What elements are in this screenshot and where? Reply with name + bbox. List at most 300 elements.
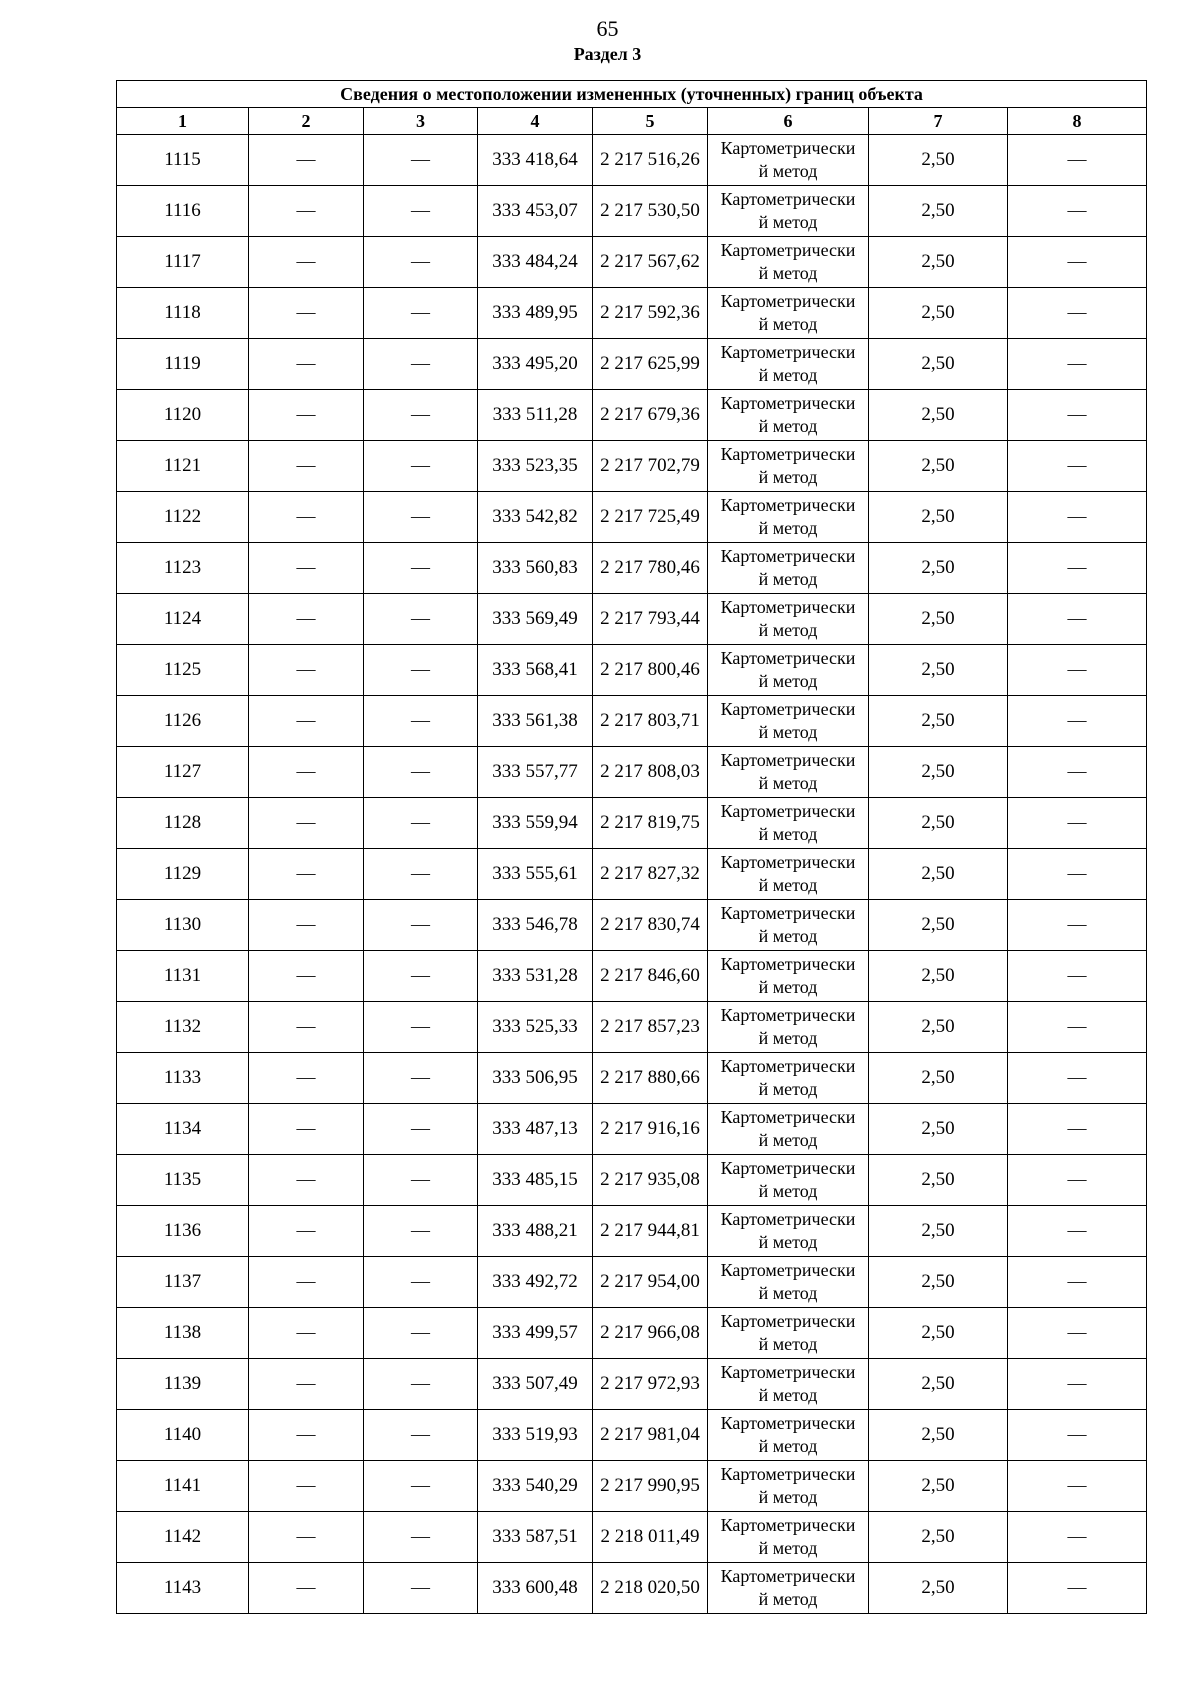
column-3-cell: — <box>364 747 478 798</box>
x-coordinate-cell: 333 540,29 <box>478 1461 593 1512</box>
method-line-2: й метод <box>758 569 818 589</box>
method-line-1: Картометрически <box>720 189 856 209</box>
method-line-2: й метод <box>758 416 818 436</box>
y-coordinate-cell: 2 217 702,79 <box>593 441 708 492</box>
method-line-1: Картометрически <box>720 1413 856 1433</box>
table-row <box>117 1410 1147 1461</box>
column-3-cell: — <box>364 1104 478 1155</box>
method-cell <box>708 135 869 186</box>
column-2-cell: — <box>249 747 364 798</box>
method-line-2: й метод <box>758 1487 818 1507</box>
column-3-cell: — <box>364 1206 478 1257</box>
method-line-1: Картометрически <box>720 954 856 974</box>
column-3-cell: — <box>364 135 478 186</box>
point-number-cell: 1127 <box>117 747 249 798</box>
table-row <box>117 441 1147 492</box>
accuracy-cell: 2,50 <box>869 492 1008 543</box>
column-8-cell: — <box>1008 1002 1147 1053</box>
method-cell <box>708 390 869 441</box>
x-coordinate-cell: 333 560,83 <box>478 543 593 594</box>
accuracy-cell: 2,50 <box>869 186 1008 237</box>
x-coordinate-cell: 333 557,77 <box>478 747 593 798</box>
column-3-cell: — <box>364 543 478 594</box>
column-2-cell: — <box>249 237 364 288</box>
column-2-cell: — <box>249 594 364 645</box>
y-coordinate-cell: 2 218 020,50 <box>593 1563 708 1614</box>
method-cell <box>708 1206 869 1257</box>
point-number-cell: 1132 <box>117 1002 249 1053</box>
method-cell <box>708 900 869 951</box>
y-coordinate-cell: 2 217 954,00 <box>593 1257 708 1308</box>
column-8-cell: — <box>1008 288 1147 339</box>
column-2-cell: — <box>249 900 364 951</box>
table-row <box>117 186 1147 237</box>
point-number-cell: 1131 <box>117 951 249 1002</box>
accuracy-cell: 2,50 <box>869 1053 1008 1104</box>
column-2-cell: — <box>249 186 364 237</box>
column-2-cell: — <box>249 1257 364 1308</box>
point-number-cell: 1123 <box>117 543 249 594</box>
column-number-2: 2 <box>249 108 364 135</box>
method-line-2: й метод <box>758 773 818 793</box>
point-number-cell: 1129 <box>117 849 249 900</box>
table-row <box>117 135 1147 186</box>
method-cell <box>708 339 869 390</box>
table-row <box>117 1512 1147 1563</box>
table-row <box>117 492 1147 543</box>
method-line-1: Картометрически <box>720 852 856 872</box>
method-cell <box>708 1461 869 1512</box>
column-2-cell: — <box>249 543 364 594</box>
column-3-cell: — <box>364 237 478 288</box>
table-row <box>117 237 1147 288</box>
method-line-1: Картометрически <box>720 342 856 362</box>
column-number-8: 8 <box>1008 108 1147 135</box>
x-coordinate-cell: 333 485,15 <box>478 1155 593 1206</box>
method-line-2: й метод <box>758 671 818 691</box>
method-line-2: й метод <box>758 1334 818 1354</box>
method-line-2: й метод <box>758 1436 818 1456</box>
table-row <box>117 1563 1147 1614</box>
column-8-cell: — <box>1008 1359 1147 1410</box>
column-2-cell: — <box>249 1563 364 1614</box>
column-2-cell: — <box>249 1308 364 1359</box>
column-8-cell: — <box>1008 1155 1147 1206</box>
x-coordinate-cell: 333 492,72 <box>478 1257 593 1308</box>
column-2-cell: — <box>249 1206 364 1257</box>
table-row <box>117 696 1147 747</box>
column-number-5: 5 <box>593 108 708 135</box>
method-cell <box>708 441 869 492</box>
accuracy-cell: 2,50 <box>869 1359 1008 1410</box>
method-line-2: й метод <box>758 212 818 232</box>
column-2-cell: — <box>249 951 364 1002</box>
column-2-cell: — <box>249 696 364 747</box>
y-coordinate-cell: 2 217 780,46 <box>593 543 708 594</box>
method-line-1: Картометрически <box>720 801 856 821</box>
point-number-cell: 1137 <box>117 1257 249 1308</box>
y-coordinate-cell: 2 217 966,08 <box>593 1308 708 1359</box>
column-3-cell: — <box>364 1410 478 1461</box>
table-row <box>117 1308 1147 1359</box>
x-coordinate-cell: 333 542,82 <box>478 492 593 543</box>
column-8-cell: — <box>1008 1512 1147 1563</box>
point-number-cell: 1124 <box>117 594 249 645</box>
column-3-cell: — <box>364 849 478 900</box>
accuracy-cell: 2,50 <box>869 1104 1008 1155</box>
method-line-2: й метод <box>758 365 818 385</box>
method-line-2: й метод <box>758 1028 818 1048</box>
method-line-2: й метод <box>758 1283 818 1303</box>
column-3-cell: — <box>364 1053 478 1104</box>
column-8-cell: — <box>1008 441 1147 492</box>
column-8-cell: — <box>1008 1053 1147 1104</box>
point-number-cell: 1121 <box>117 441 249 492</box>
accuracy-cell: 2,50 <box>869 1155 1008 1206</box>
method-line-2: й метод <box>758 263 818 283</box>
point-number-cell: 1125 <box>117 645 249 696</box>
point-number-cell: 1142 <box>117 1512 249 1563</box>
column-2-cell: — <box>249 1104 364 1155</box>
accuracy-cell: 2,50 <box>869 135 1008 186</box>
method-cell <box>708 1563 869 1614</box>
method-line-1: Картометрически <box>720 495 856 515</box>
point-number-cell: 1135 <box>117 1155 249 1206</box>
x-coordinate-cell: 333 531,28 <box>478 951 593 1002</box>
column-2-cell: — <box>249 135 364 186</box>
method-line-1: Картометрически <box>720 1209 856 1229</box>
method-cell <box>708 1104 869 1155</box>
method-cell <box>708 1308 869 1359</box>
column-3-cell: — <box>364 390 478 441</box>
column-8-cell: — <box>1008 696 1147 747</box>
method-line-1: Картометрически <box>720 1260 856 1280</box>
accuracy-cell: 2,50 <box>869 543 1008 594</box>
accuracy-cell: 2,50 <box>869 1257 1008 1308</box>
y-coordinate-cell: 2 217 981,04 <box>593 1410 708 1461</box>
column-8-cell: — <box>1008 1461 1147 1512</box>
x-coordinate-cell: 333 546,78 <box>478 900 593 951</box>
column-3-cell: — <box>364 186 478 237</box>
accuracy-cell: 2,50 <box>869 594 1008 645</box>
accuracy-cell: 2,50 <box>869 1410 1008 1461</box>
y-coordinate-cell: 2 217 880,66 <box>593 1053 708 1104</box>
column-8-cell: — <box>1008 237 1147 288</box>
method-line-2: й метод <box>758 1385 818 1405</box>
column-8-cell: — <box>1008 186 1147 237</box>
column-3-cell: — <box>364 900 478 951</box>
method-line-2: й метод <box>758 722 818 742</box>
y-coordinate-cell: 2 217 800,46 <box>593 645 708 696</box>
point-number-cell: 1115 <box>117 135 249 186</box>
y-coordinate-cell: 2 217 679,36 <box>593 390 708 441</box>
column-8-cell: — <box>1008 798 1147 849</box>
table-row <box>117 390 1147 441</box>
method-line-1: Картометрически <box>720 648 856 668</box>
point-number-cell: 1140 <box>117 1410 249 1461</box>
table-row <box>117 1257 1147 1308</box>
x-coordinate-cell: 333 511,28 <box>478 390 593 441</box>
boundary-coordinates-table <box>116 80 1147 1614</box>
column-8-cell: — <box>1008 543 1147 594</box>
x-coordinate-cell: 333 525,33 <box>478 1002 593 1053</box>
method-line-1: Картометрически <box>720 240 856 260</box>
column-3-cell: — <box>364 594 478 645</box>
x-coordinate-cell: 333 561,38 <box>478 696 593 747</box>
accuracy-cell: 2,50 <box>869 1206 1008 1257</box>
point-number-cell: 1133 <box>117 1053 249 1104</box>
column-8-cell: — <box>1008 849 1147 900</box>
table-row <box>117 1206 1147 1257</box>
method-line-2: й метод <box>758 620 818 640</box>
method-line-1: Картометрически <box>720 1515 856 1535</box>
column-2-cell: — <box>249 288 364 339</box>
column-3-cell: — <box>364 1512 478 1563</box>
x-coordinate-cell: 333 507,49 <box>478 1359 593 1410</box>
method-cell <box>708 645 869 696</box>
accuracy-cell: 2,50 <box>869 339 1008 390</box>
y-coordinate-cell: 2 217 530,50 <box>593 186 708 237</box>
method-line-2: й метод <box>758 875 818 895</box>
column-2-cell: — <box>249 1053 364 1104</box>
method-line-1: Картометрически <box>720 393 856 413</box>
column-3-cell: — <box>364 1257 478 1308</box>
point-number-cell: 1134 <box>117 1104 249 1155</box>
column-8-cell: — <box>1008 747 1147 798</box>
column-8-cell: — <box>1008 390 1147 441</box>
column-3-cell: — <box>364 288 478 339</box>
x-coordinate-cell: 333 499,57 <box>478 1308 593 1359</box>
x-coordinate-cell: 333 555,61 <box>478 849 593 900</box>
x-coordinate-cell: 333 484,24 <box>478 237 593 288</box>
table-row <box>117 747 1147 798</box>
column-3-cell: — <box>364 951 478 1002</box>
y-coordinate-cell: 2 217 830,74 <box>593 900 708 951</box>
y-coordinate-cell: 2 217 725,49 <box>593 492 708 543</box>
point-number-cell: 1126 <box>117 696 249 747</box>
page-number: 65 <box>596 16 619 41</box>
method-line-1: Картометрически <box>720 1056 856 1076</box>
method-line-2: й метод <box>758 1181 818 1201</box>
method-cell <box>708 696 869 747</box>
method-cell <box>708 1257 869 1308</box>
column-3-cell: — <box>364 696 478 747</box>
accuracy-cell: 2,50 <box>869 747 1008 798</box>
y-coordinate-cell: 2 217 803,71 <box>593 696 708 747</box>
x-coordinate-cell: 333 587,51 <box>478 1512 593 1563</box>
column-2-cell: — <box>249 849 364 900</box>
x-coordinate-cell: 333 418,64 <box>478 135 593 186</box>
column-8-cell: — <box>1008 135 1147 186</box>
point-number-cell: 1117 <box>117 237 249 288</box>
method-line-2: й метод <box>758 314 818 334</box>
column-8-cell: — <box>1008 1563 1147 1614</box>
column-2-cell: — <box>249 339 364 390</box>
method-cell <box>708 237 869 288</box>
column-2-cell: — <box>249 441 364 492</box>
method-line-2: й метод <box>758 467 818 487</box>
method-line-2: й метод <box>758 518 818 538</box>
accuracy-cell: 2,50 <box>869 1308 1008 1359</box>
x-coordinate-cell: 333 523,35 <box>478 441 593 492</box>
method-line-1: Картометрически <box>720 750 856 770</box>
x-coordinate-cell: 333 489,95 <box>478 288 593 339</box>
column-8-cell: — <box>1008 339 1147 390</box>
y-coordinate-cell: 2 217 808,03 <box>593 747 708 798</box>
y-coordinate-cell: 2 217 819,75 <box>593 798 708 849</box>
method-line-2: й метод <box>758 1130 818 1150</box>
column-2-cell: — <box>249 1359 364 1410</box>
method-line-2: й метод <box>758 1232 818 1252</box>
column-8-cell: — <box>1008 951 1147 1002</box>
method-line-1: Картометрически <box>720 1464 856 1484</box>
table-row <box>117 900 1147 951</box>
y-coordinate-cell: 2 217 592,36 <box>593 288 708 339</box>
table-row <box>117 1053 1147 1104</box>
accuracy-cell: 2,50 <box>869 798 1008 849</box>
column-8-cell: — <box>1008 1410 1147 1461</box>
column-2-cell: — <box>249 1410 364 1461</box>
method-cell <box>708 186 869 237</box>
table-row <box>117 339 1147 390</box>
accuracy-cell: 2,50 <box>869 390 1008 441</box>
y-coordinate-cell: 2 217 857,23 <box>593 1002 708 1053</box>
column-number-1: 1 <box>117 108 249 135</box>
table-row <box>117 1155 1147 1206</box>
column-number-4: 4 <box>478 108 593 135</box>
method-cell <box>708 1512 869 1563</box>
table-row <box>117 1461 1147 1512</box>
method-cell <box>708 798 869 849</box>
point-number-cell: 1139 <box>117 1359 249 1410</box>
x-coordinate-cell: 333 519,93 <box>478 1410 593 1461</box>
column-2-cell: — <box>249 1512 364 1563</box>
method-cell <box>708 543 869 594</box>
table-row <box>117 798 1147 849</box>
method-line-2: й метод <box>758 926 818 946</box>
column-8-cell: — <box>1008 1308 1147 1359</box>
y-coordinate-cell: 2 217 846,60 <box>593 951 708 1002</box>
column-3-cell: — <box>364 339 478 390</box>
x-coordinate-cell: 333 559,94 <box>478 798 593 849</box>
accuracy-cell: 2,50 <box>869 237 1008 288</box>
method-line-2: й метод <box>758 977 818 997</box>
x-coordinate-cell: 333 495,20 <box>478 339 593 390</box>
x-coordinate-cell: 333 569,49 <box>478 594 593 645</box>
accuracy-cell: 2,50 <box>869 645 1008 696</box>
method-line-1: Картометрически <box>720 699 856 719</box>
method-line-1: Картометрически <box>720 1005 856 1025</box>
accuracy-cell: 2,50 <box>869 1002 1008 1053</box>
table-row <box>117 951 1147 1002</box>
point-number-cell: 1122 <box>117 492 249 543</box>
method-line-2: й метод <box>758 1538 818 1558</box>
column-3-cell: — <box>364 1359 478 1410</box>
accuracy-cell: 2,50 <box>869 288 1008 339</box>
method-line-2: й метод <box>758 1589 818 1609</box>
accuracy-cell: 2,50 <box>869 441 1008 492</box>
method-line-1: Картометрически <box>720 291 856 311</box>
column-8-cell: — <box>1008 1257 1147 1308</box>
column-8-cell: — <box>1008 1104 1147 1155</box>
point-number-cell: 1143 <box>117 1563 249 1614</box>
column-number-6: 6 <box>708 108 869 135</box>
accuracy-cell: 2,50 <box>869 900 1008 951</box>
table-title: Сведения о местоположении измененных (уточненных) границ объекта <box>117 81 1147 108</box>
method-line-1: Картометрически <box>720 1362 856 1382</box>
column-number-7: 7 <box>869 108 1008 135</box>
method-line-1: Картометрически <box>720 1566 856 1586</box>
x-coordinate-cell: 333 600,48 <box>478 1563 593 1614</box>
method-cell <box>708 1359 869 1410</box>
method-cell <box>708 1053 869 1104</box>
point-number-cell: 1128 <box>117 798 249 849</box>
method-line-2: й метод <box>758 824 818 844</box>
y-coordinate-cell: 2 217 944,81 <box>593 1206 708 1257</box>
accuracy-cell: 2,50 <box>869 696 1008 747</box>
x-coordinate-cell: 333 487,13 <box>478 1104 593 1155</box>
column-2-cell: — <box>249 798 364 849</box>
method-cell <box>708 492 869 543</box>
y-coordinate-cell: 2 217 625,99 <box>593 339 708 390</box>
y-coordinate-cell: 2 217 916,16 <box>593 1104 708 1155</box>
method-line-1: Картометрически <box>720 444 856 464</box>
table-row <box>117 645 1147 696</box>
method-cell <box>708 1410 869 1461</box>
table-row <box>117 1002 1147 1053</box>
method-cell <box>708 1002 869 1053</box>
column-8-cell: — <box>1008 900 1147 951</box>
point-number-cell: 1141 <box>117 1461 249 1512</box>
column-3-cell: — <box>364 645 478 696</box>
y-coordinate-cell: 2 217 990,95 <box>593 1461 708 1512</box>
x-coordinate-cell: 333 568,41 <box>478 645 593 696</box>
table-body <box>117 135 1147 1614</box>
method-cell <box>708 951 869 1002</box>
column-2-cell: — <box>249 645 364 696</box>
column-2-cell: — <box>249 1002 364 1053</box>
method-line-1: Картометрически <box>720 138 856 158</box>
column-3-cell: — <box>364 1308 478 1359</box>
method-line-1: Картометрически <box>720 1311 856 1331</box>
point-number-cell: 1136 <box>117 1206 249 1257</box>
method-cell <box>708 594 869 645</box>
column-8-cell: — <box>1008 492 1147 543</box>
table-row <box>117 1104 1147 1155</box>
accuracy-cell: 2,50 <box>869 849 1008 900</box>
y-coordinate-cell: 2 217 972,93 <box>593 1359 708 1410</box>
method-line-1: Картометрически <box>720 903 856 923</box>
y-coordinate-cell: 2 217 935,08 <box>593 1155 708 1206</box>
section-title: Раздел 3 <box>573 44 642 64</box>
method-line-1: Картометрически <box>720 1158 856 1178</box>
method-line-1: Картометрически <box>720 1107 856 1127</box>
accuracy-cell: 2,50 <box>869 951 1008 1002</box>
column-2-cell: — <box>249 492 364 543</box>
y-coordinate-cell: 2 217 516,26 <box>593 135 708 186</box>
method-line-1: Картометрически <box>720 597 856 617</box>
method-cell <box>708 747 869 798</box>
column-3-cell: — <box>364 1461 478 1512</box>
x-coordinate-cell: 333 453,07 <box>478 186 593 237</box>
accuracy-cell: 2,50 <box>869 1563 1008 1614</box>
y-coordinate-cell: 2 217 793,44 <box>593 594 708 645</box>
method-cell <box>708 1155 869 1206</box>
point-number-cell: 1118 <box>117 288 249 339</box>
accuracy-cell: 2,50 <box>869 1461 1008 1512</box>
column-3-cell: — <box>364 1155 478 1206</box>
column-3-cell: — <box>364 798 478 849</box>
